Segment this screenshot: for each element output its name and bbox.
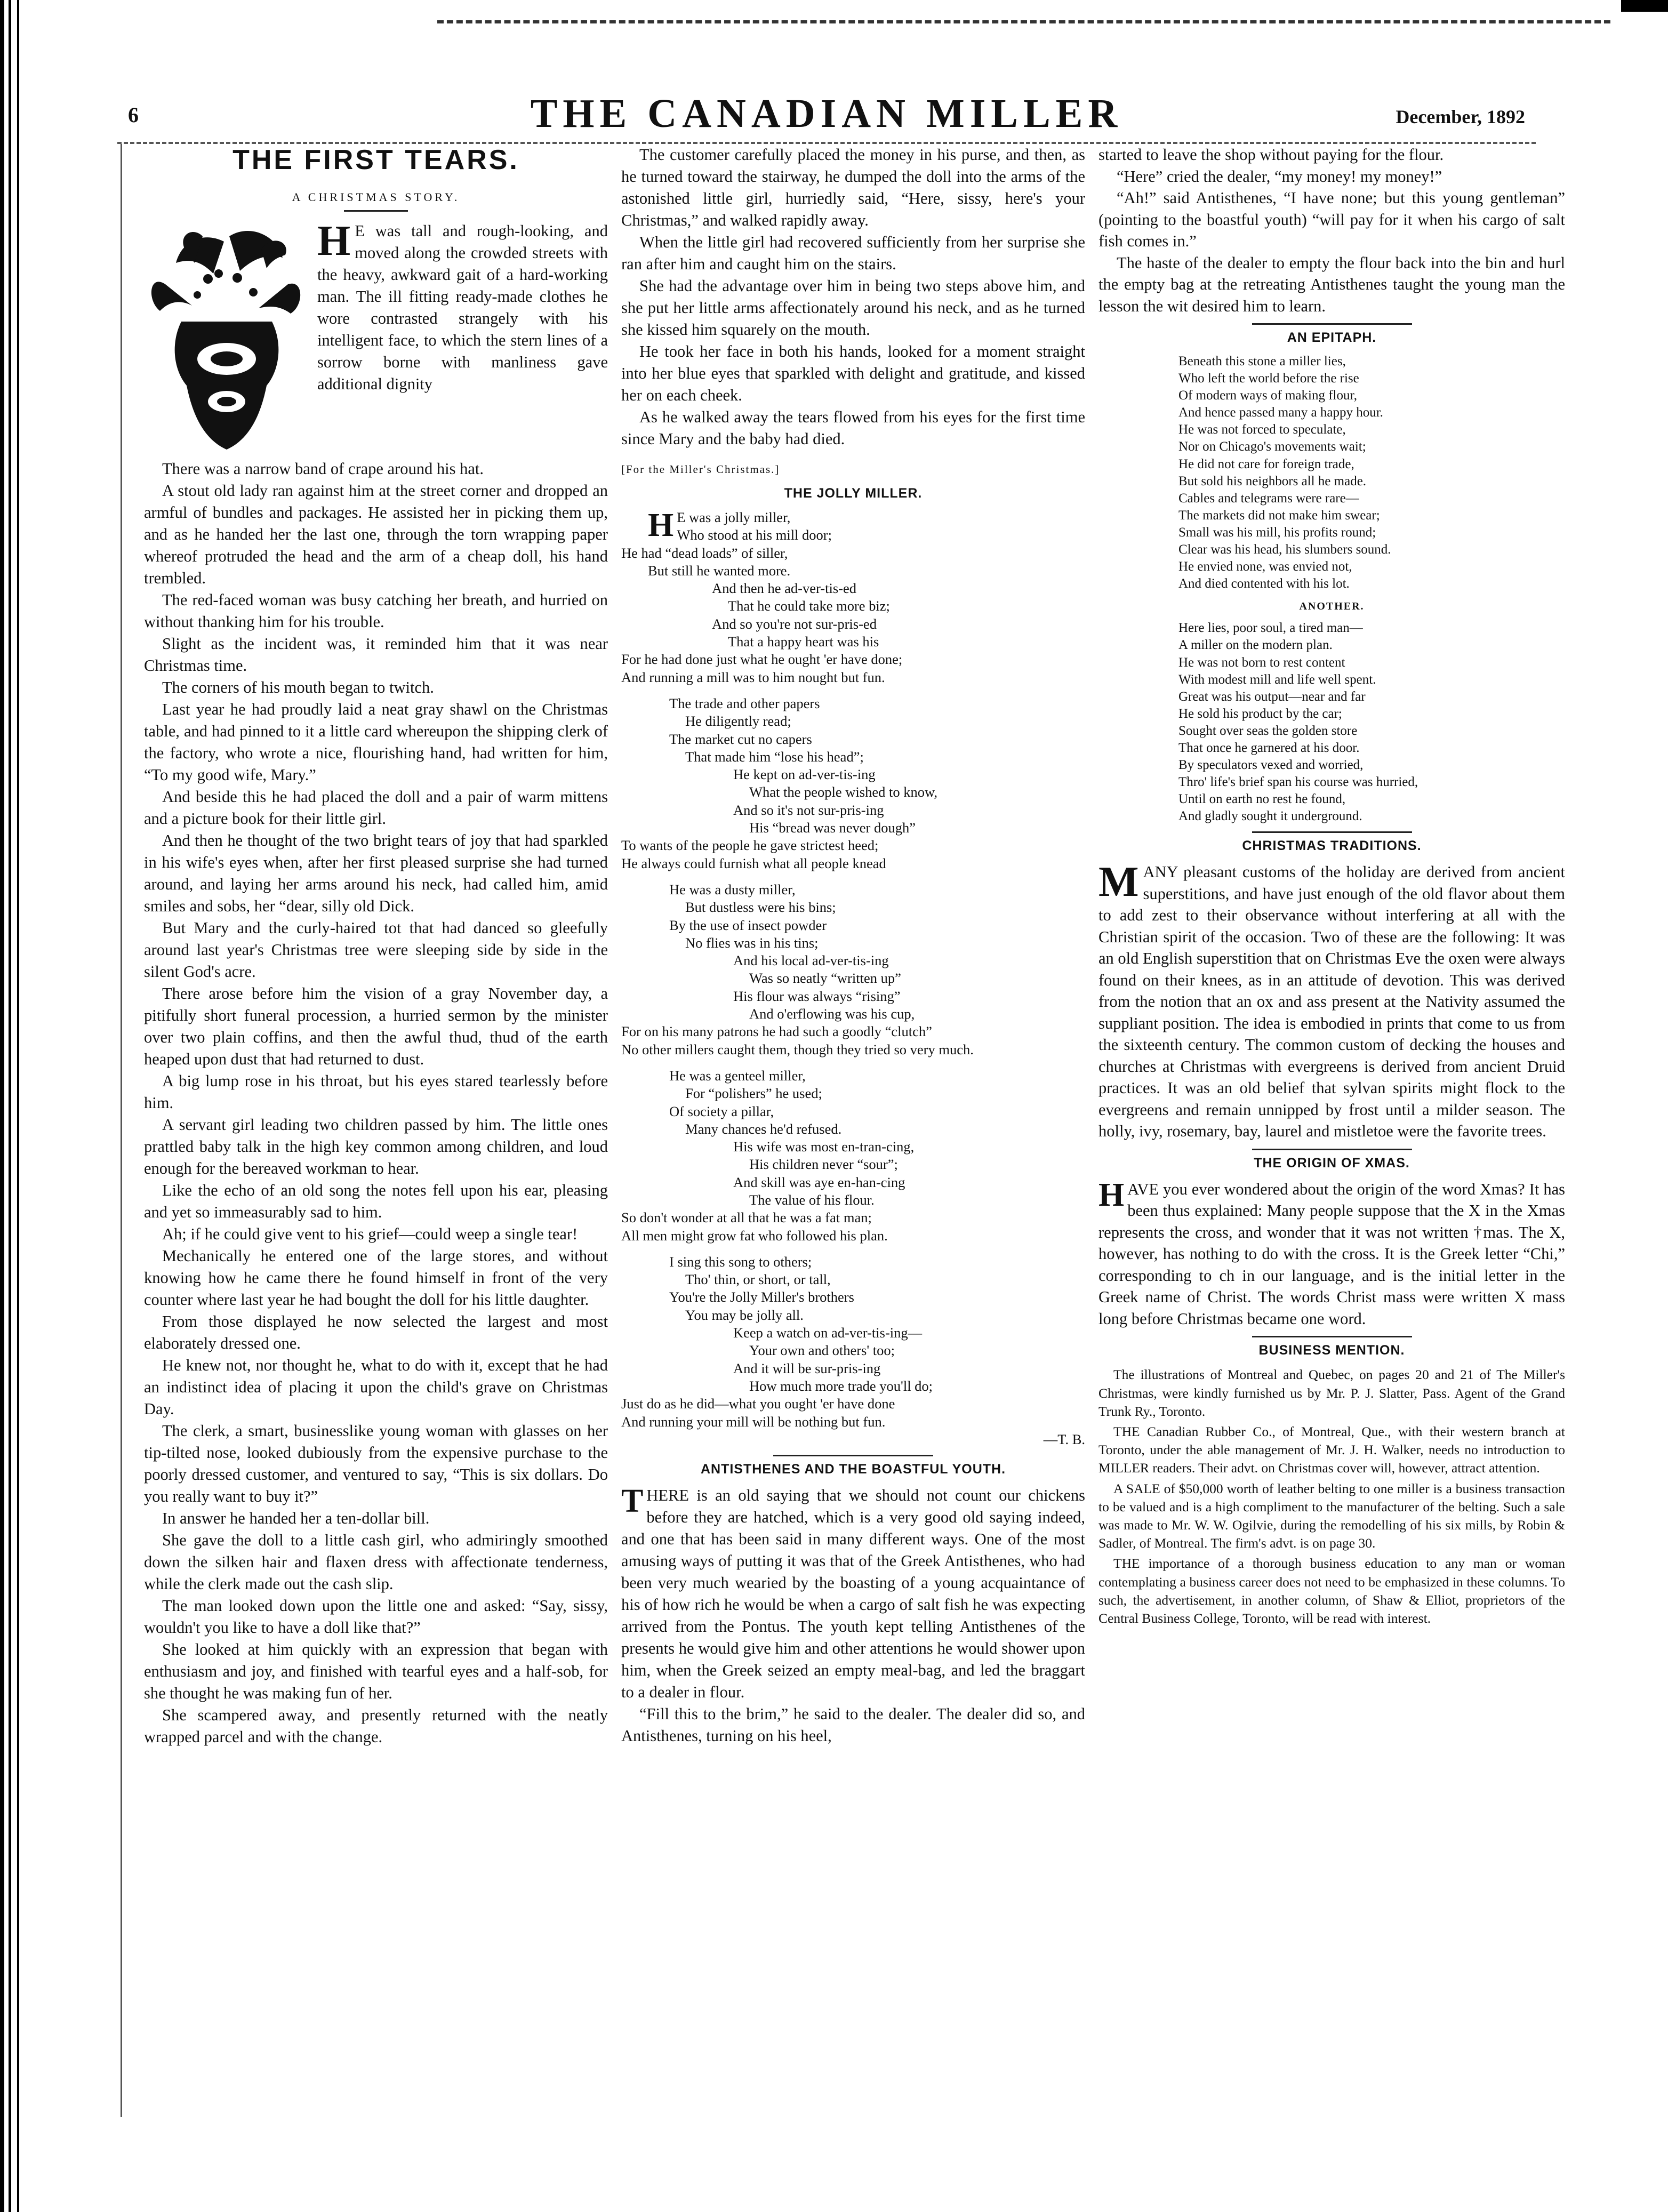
article-title: CHRISTMAS TRADITIONS. xyxy=(1242,838,1422,854)
paragraph: As he walked away the tears flowed from his eyes for the first time since Mary and the baby had died. xyxy=(621,408,1085,448)
story-title: THE FIRST TEARS. xyxy=(232,145,519,175)
poem-line: His flour was always “rising” xyxy=(733,988,901,1004)
page-number: 6 xyxy=(128,103,139,127)
poem-line: So don't wonder at all that he was a fat man; xyxy=(621,1209,872,1226)
another-epitaph-poem xyxy=(1098,620,1565,825)
divider xyxy=(1252,323,1412,325)
poem-line: His “bread was never dough” xyxy=(749,820,916,836)
poem-line: But still he wanted more. xyxy=(648,562,791,579)
poem-credit: [For the Miller's Christmas.] xyxy=(621,463,780,476)
poem-line: For on his many patrons he had such a goodly “clutch” xyxy=(621,1023,932,1040)
paragraph: THE importance of a thorough business education to any man or woman contemplating a business career does not need to be emphasized in these columns. To such, the advertisement, in another column, of Shaw & Elliot, proprietors of the Central Business College, Toronto, will be read with interest. xyxy=(1098,1556,1565,1626)
scan-corner-mark xyxy=(1621,0,1668,12)
poem-line: Sought over seas the golden store xyxy=(1178,723,1358,738)
drop-cap: H xyxy=(317,218,351,265)
epitaph-poem xyxy=(1098,353,1565,592)
poem-line: Of modern ways of making flour, xyxy=(1178,388,1358,403)
paragraph: There was a narrow band of crape around his hat. xyxy=(162,460,484,478)
paragraph: The clerk, a smart, businesslike young woman with glasses on her tip-tilted nose, looked dubiously from the expensive purchase to the poorly dressed customer, and ventured to say, “This is six dollars. Do you really want to buy it?” xyxy=(144,1422,608,1505)
poem-line: Until on earth no rest he found, xyxy=(1178,792,1346,807)
story-subtitle: A CHRISTMAS STORY. xyxy=(292,190,460,204)
poem-line: You may be jolly all. xyxy=(685,1307,804,1323)
article-title: BUSINESS MENTION. xyxy=(1258,1343,1405,1358)
paragraph: “Ah!” said Antisthenes, “I have none; but this young gentleman” (pointing to the boastful youth) “will pay for it when his cargo of salt fish comes in.” xyxy=(1098,189,1565,250)
scan-edge-bar xyxy=(9,0,11,2212)
paragraph: Mechanically he entered one of the large stores, and without knowing how he came there he found himself in front of the very counter where last year he had bought the doll for his little daughter. xyxy=(144,1247,608,1309)
divider xyxy=(1252,831,1412,833)
article-title: THE ORIGIN OF XMAS. xyxy=(1254,1155,1410,1171)
poem-line: Great was his output—near and far xyxy=(1178,689,1366,704)
poem-line: And so you're not sur-pris-ed xyxy=(712,615,877,632)
epitaph-subtitle: ANOTHER. xyxy=(1299,600,1365,613)
paragraph: When the little girl had recovered sufficiently from her surprise she ran after him and caught him on the stairs. xyxy=(621,233,1085,273)
poem-line: Keep a watch on ad-ver-tis-ing— xyxy=(733,1325,923,1341)
poem-line: For “polishers” he used; xyxy=(685,1085,822,1102)
poem-line: Who left the world before the rise xyxy=(1178,371,1359,386)
poem-line: By the use of insect powder xyxy=(669,917,827,933)
poem-line: How much more trade you'll do; xyxy=(749,1377,933,1394)
holly-vase-illustration xyxy=(144,220,307,455)
poem-line: He envied none, was envied not, xyxy=(1178,559,1352,574)
poem-line: Your own and others' too; xyxy=(749,1342,895,1359)
poem-line: He sold his product by the car; xyxy=(1178,706,1342,721)
poem-line: That once he garnered at his door. xyxy=(1178,740,1360,755)
poem-line: He kept on ad-ver-tis-ing xyxy=(733,766,876,783)
divider xyxy=(773,1455,933,1456)
paragraph: The man looked down upon the little one and asked: “Say, sissy, wouldn't you like to have a doll like that?” xyxy=(144,1597,608,1637)
paragraph: E was tall and rough-looking, and moved along the crowded streets with the heavy, awkward gait of a hard-working man. The ill fitting ready-made clothes he wore contrasted strangely with his intelligent face, to which the stern lines of a sorrow borne with manliness gave additional dignity xyxy=(317,222,608,393)
jolly-miller-poem xyxy=(621,509,1085,1431)
paragraph: And then he thought of the two bright tears of joy that had sparkled in his wife's eyes when, after her first pleased surprise she had turned around, and laying her arms around his neck, had called him, amid smiles and sobs, her “dear, silly old Dick. xyxy=(144,831,608,915)
paragraph: There arose before him the vision of a gray November day, a pitifully short funeral procession, a hurried sermon by the minister over two plain coffins, and then the awful thud, thud of the earth heaped upon dust that had returned to dust. xyxy=(144,984,608,1068)
poem-line: He was not forced to speculate, xyxy=(1178,422,1346,437)
poem-line: Nor on Chicago's movements wait; xyxy=(1178,439,1366,454)
paragraph: A stout old lady ran against him at the street corner and dropped an armful of bundles and packages. He assisted her in picking them up, and as he handed her the last one, through the torn wrapping paper whereof protruded the head and the arm of a cheap doll, his hand trembled. xyxy=(144,482,608,587)
poem-line: Here lies, poor soul, a tired man— xyxy=(1178,621,1363,636)
poem-line: He always could furnish what all people knead xyxy=(621,855,886,871)
paragraph: “Here” cried the dealer, “my money! my money!” xyxy=(1117,167,1442,186)
poem-line: All men might grow fat who followed his plan. xyxy=(621,1227,888,1244)
divider xyxy=(1252,1149,1412,1150)
paragraph: AVE you ever wondered about the origin of the word Xmas? It has been thus explained: Many people suppose that the X in the Xmas represents the cross, and wonder that it was not written †mas. The X, however, has nothing to do with the cross. It is the Greek letter “Chi,” corresponding to ch in our language, and is the initial letter in the Greek name of Christ. The words Christ mass were written X mass long before Christmas became one word. xyxy=(1098,1180,1565,1328)
poem-line: He was a genteel miller, xyxy=(669,1067,806,1084)
poem-line: The value of his flour. xyxy=(749,1191,875,1208)
drop-cap: H xyxy=(648,507,674,543)
paragraph: The corners of his mouth began to twitch. xyxy=(162,678,434,696)
poem-line: Small was his mill, his profits round; xyxy=(1178,525,1376,540)
poem-line: And o'erflowing was his cup, xyxy=(749,1006,915,1022)
poem-line: I sing this song to others; xyxy=(669,1253,812,1270)
paragraph: She scampered away, and presently returned with the neatly wrapped parcel and with the change. xyxy=(144,1706,608,1746)
poem-line: That made him “lose his head”; xyxy=(685,748,864,765)
paragraph: She had the advantage over him in being two steps above him, and she put her little arms affectionately around his neck, and as he turned she kissed him squarely on the mouth. xyxy=(621,277,1085,339)
poem-line: He was a dusty miller, xyxy=(669,881,796,897)
poem-line: By speculators vexed and worried, xyxy=(1178,758,1364,773)
divider xyxy=(344,210,408,212)
paragraph: In answer he handed her a ten-dollar bill. xyxy=(162,1509,430,1527)
poem-line: For he had done just what he ought 'er have done; xyxy=(621,651,903,668)
column-2 xyxy=(621,144,1085,1747)
paragraph: ANY pleasant customs of the holiday are derived from ancient superstitions, and have just enough of the old flavor about them to add zest to their observance without interfering at all with the Christian spirit of the occasion. Two of these are the following: It was an old English superstition that on Christmas Eve the oxen were always found on their knees, as in an attitude of devotion. This was derived from the notion that an ox and ass present at the Nativity assumed the suppliant position. The idea is embodied in prints that come to us from the sixteenth century. The common custom of decking the houses and churches at Christmas with evergreens is derived from ancient Druid practices. It was an old belief that sylvan spirits might flock to the evergreens and remain unnipped by frost until a milder season. The holly, ivy, rosemary, bay, laurel and mistletoe were the favorite trees. xyxy=(1098,863,1566,1141)
poem-line: And skill was aye en-han-cing xyxy=(733,1174,905,1190)
stanza-gap xyxy=(621,1245,1085,1253)
poem-line: And his local ad-ver-tis-ing xyxy=(733,952,889,969)
poem-line: Tho' thin, or short, or tall, xyxy=(685,1271,831,1288)
poem-line: Thro' life's brief span his course was hurried, xyxy=(1178,775,1418,790)
column-3 xyxy=(1098,144,1565,1630)
stanza-gap xyxy=(621,1059,1085,1067)
paragraph: The haste of the dealer to empty the flour back into the bin and hurl the empty bag at the retreating Antisthenes taught the young man the lesson the wit desired him to learn. xyxy=(1098,253,1565,315)
poem-line: He diligently read; xyxy=(685,713,791,730)
issue-date: December, 1892 xyxy=(1396,106,1525,127)
paragraph: From those displayed he now selected the largest and most elaborately dressed one. xyxy=(144,1312,608,1352)
drop-cap: T xyxy=(621,1483,644,1520)
stanza-gap xyxy=(621,872,1085,881)
poem-line: And gladly sought it underground. xyxy=(1178,809,1362,824)
poem-line: And running your mill will be nothing but fun. xyxy=(621,1413,886,1430)
poem-line: You're the Jolly Miller's brothers xyxy=(669,1289,854,1305)
poem-line: E was a jolly miller, xyxy=(677,509,791,525)
poem-line: That a happy heart was his xyxy=(728,634,879,650)
poem-line: But dustless were his bins; xyxy=(685,899,836,916)
poem-line: Just do as he did—what you ought 'er have done xyxy=(621,1396,895,1412)
paragraph: The red-faced woman was busy catching her breath, and hurried on without thanking him for his trouble. xyxy=(144,591,608,631)
poem-line: His children never “sour”; xyxy=(749,1156,898,1173)
poem-line: No other millers caught them, though they tried so very much. xyxy=(621,1041,974,1057)
paragraph: THE Canadian Rubber Co., of Montreal, Que., with their western branch at Toronto, under the able management of Mr. J. H. Walker, needs no introduction to MILLER readers. Their advt. on Christmas cover will, however, attract attention. xyxy=(1098,1424,1565,1476)
paragraph: The customer carefully placed the money in his purse, and then, as he turned toward the stairway, he dumped the doll into the arms of the astonished little girl, hurriedly said, “Here, sissy, here's your Christmas,” and walked rapidly away. xyxy=(621,146,1085,229)
poem-line: Of society a pillar, xyxy=(669,1103,774,1119)
poem-line: He was not born to rest content xyxy=(1178,655,1345,670)
poem-line: And so it's not sur-pris-ing xyxy=(733,802,884,818)
scan-top-rule xyxy=(437,20,1610,27)
poem-line: Beneath this stone a miller lies, xyxy=(1178,354,1346,368)
paragraph: HERE is an old saying that we should not count our chickens before they are hatched, which is a very good old saying indeed, and one that has been said in many different ways. One of the most amusing ways of putting it was that of the Greek Antisthenes, who had been very much wearied by the boasting of a young acquaintance of his of how rich he would be when a cargo of salt fish he was expecting arrived from the Pontus. The youth kept telling Antisthenes of the presents he would give him and other attentions he would shower upon him, when the Greek seized an empty meal-bag, and led the braggart to a dealer in flour. xyxy=(621,1486,1085,1702)
poem-line: The trade and other papers xyxy=(669,695,820,711)
drop-cap: M xyxy=(1098,859,1139,906)
poem-line: His wife was most en-tran-cing, xyxy=(733,1139,915,1155)
paragraph: started to leave the shop without paying for the flour. xyxy=(1098,146,1444,164)
paragraph: He knew not, nor thought he, what to do with it, except that he had an indistinct idea of placing it upon the child's grave on Christmas Day. xyxy=(144,1356,608,1418)
drop-cap: H xyxy=(1098,1176,1125,1213)
paragraph: She looked at him quickly with an expression that began with enthusiasm and joy, and finished with tearful eyes and a half-sob, for she thought he was making fun of her. xyxy=(144,1640,608,1702)
paragraph: She gave the doll to a little cash girl, who admiringly smoothed down the silken hair and flaxen dress with affectionate tenderness, while the clerk made out the cash slip. xyxy=(144,1531,608,1593)
poem-line: And it will be sur-pris-ing xyxy=(733,1360,881,1376)
column-margin-rule xyxy=(121,144,122,2117)
paragraph: He took her face in both his hands, looked for a moment straight into her blue eyes that sparkled with delight and gratitude, and kissed her on each cheek. xyxy=(621,342,1085,404)
paragraph: The illustrations of Montreal and Quebec, on pages 20 and 21 of The Miller's Christmas, were kindly furnished us by Mr. P. J. Slatter, Pass. Agent of the Grand Trunk Ry., Toronto. xyxy=(1098,1367,1565,1419)
poem-line: He had “dead loads” of siller, xyxy=(621,544,788,561)
poem-line: And hence passed many a happy hour. xyxy=(1178,405,1383,420)
paragraph: A big lump rose in his throat, but his eyes stared tearlessly before him. xyxy=(144,1072,608,1112)
poem-line: No flies was in his tins; xyxy=(685,934,819,951)
paragraph: “Fill this to the brim,” he said to the dealer. The dealer did so, and Antisthenes, turning on his heel, xyxy=(621,1705,1085,1745)
poem-line: The market cut no capers xyxy=(669,731,812,747)
poem-line: With modest mill and life well spent. xyxy=(1178,672,1376,687)
epitaph-title: AN EPITAPH. xyxy=(1287,330,1377,345)
poem-line: Who stood at his mill door; xyxy=(677,527,832,543)
poem-line: And then he ad-ver-tis-ed xyxy=(712,580,856,597)
poem-line: Many chances he'd refused. xyxy=(685,1120,842,1137)
paragraph: And beside this he had placed the doll and a pair of warm mittens and a picture book for their little girl. xyxy=(144,788,608,828)
paragraph: Like the echo of an old song the notes fell upon his ear, pleasing and yet so immeasurably sad to him. xyxy=(144,1181,608,1221)
paragraph: A servant girl leading two children passed by him. The little ones prattled baby talk in the high key common among children, and loud enough for the bereaved workman to hear. xyxy=(144,1116,608,1177)
poem-line: Clear was his head, his slumbers sound. xyxy=(1178,542,1391,557)
stanza-gap xyxy=(621,686,1085,695)
poem-line: A miller on the modern plan. xyxy=(1178,638,1333,653)
poem-line: And died contented with his lot. xyxy=(1178,576,1350,591)
poem-line: To wants of the people he gave strictest heed; xyxy=(621,837,879,854)
newspaper-title: THE CANADIAN MILLER xyxy=(530,91,1123,136)
poem-title: THE JOLLY MILLER. xyxy=(784,486,923,501)
poem-line: The markets did not make him swear; xyxy=(1178,508,1380,523)
poem-line: What the people wished to know, xyxy=(749,784,938,800)
scan-edge-bar xyxy=(0,0,4,2212)
poem-line: He did not care for foreign trade, xyxy=(1178,456,1354,471)
masthead xyxy=(117,91,1536,144)
paragraph: Last year he had proudly laid a neat gray shawl on the Christmas table, and had pinned to it a little card whereupon the shipping clerk of the factory, who wrote a nice, flourishing hand, had written for him, “To my good wife, Mary.” xyxy=(144,700,608,784)
paragraph: But Mary and the curly-haired tot that had danced so gleefully around last year's Christmas tree were sleeping side by side in the silent God's acre. xyxy=(144,919,608,981)
paragraph: A SALE of $50,000 worth of leather belting to one miller is a business transaction to be valued and is a high compliment to the manufacturer of the belting. Such a sale was made to Mr. W. W. Ogilvie, during the remodelling of his six mills, by Robin & Sadler, of Montreal. The firm's advt. is on page 30. xyxy=(1098,1480,1565,1551)
poem-line: That he could take more biz; xyxy=(728,598,890,614)
paragraph: Slight as the incident was, it reminded him that it was near Christmas time. xyxy=(144,635,608,675)
poem-line: And running a mill was to him nought but fun. xyxy=(621,669,885,685)
poem-line: Cables and telegrams were rare— xyxy=(1178,491,1359,506)
poem-signature: —T. B. xyxy=(1043,1431,1085,1447)
poem-line: Was so neatly “written up” xyxy=(749,970,901,987)
scan-edge-bar xyxy=(17,0,19,2212)
divider xyxy=(1252,1336,1412,1337)
paragraph: Ah; if he could give vent to his grief—could weep a single tear! xyxy=(162,1225,578,1243)
column-1 xyxy=(144,144,608,1748)
article-title: ANTISTHENES AND THE BOASTFUL YOUTH. xyxy=(700,1462,1006,1477)
poem-line: But sold his neighbors all he made. xyxy=(1178,474,1367,488)
